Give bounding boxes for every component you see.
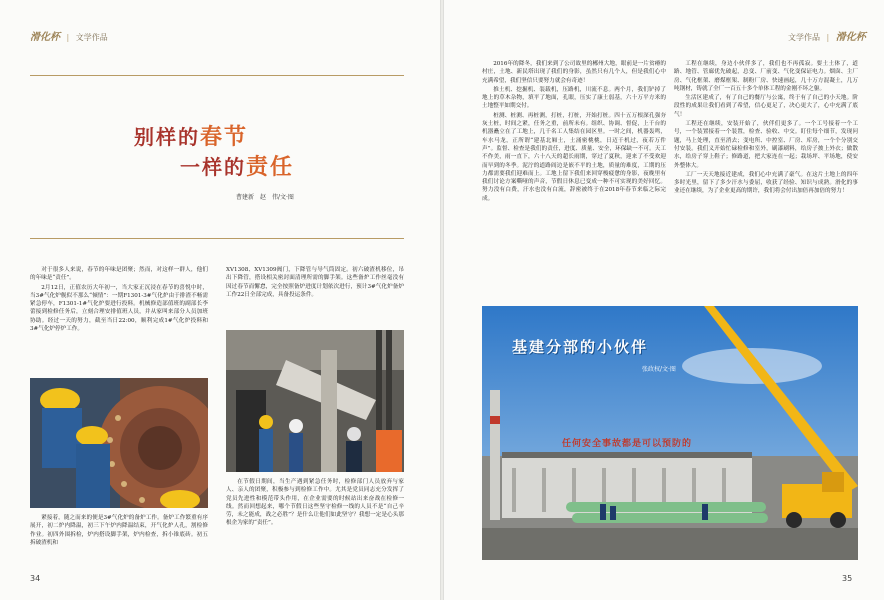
photo-title: 基建分部的小伙伴	[512, 338, 649, 356]
paragraph: 紧接着，随之而来的便是3#气化炉的备炉工作。备炉工作繁重有序展开，初二炉内降温，初三下午炉内降温结束，开气化炉人孔，割检修作业。初四外围拆检，炉内搭设脚手架，炉内检查，拆小锥底砖。初五拆破渣机和	[30, 515, 208, 546]
paragraph: 2016年的降冬，我们来到了公司故里的郴州大地，眼前是一片贫瘠的村庄，土地、新民塔出现了我们的身影，虽然只有几个人，但是我们心中充满希望，我们坚信只要努力就会有奇迹！	[482, 61, 666, 84]
paragraph: 桩测、桩测、再桩测，打桩，打桩，开始打桩。四十五万根深孔强夯灰土桩，时间之紧，任务之重，前所未有。组织、协调、督促，上千台的机器矗立在了工地上，几千名工人集结在园区里。一时之间，机器轰鸣，车水马龙，正所谓“建基北厢土，土涌密桃桃，日迈千机过，夜若万件声”。监督、检查是我们的责任，进度、质量、安全，环保缺一不可。天工不作美，雨一直下，六十八天的超长雨期，穿过了夏秋，迎来了不受欢迎而早到的冬季。泥泞的道路阎边是嵌不平的土地，质量的难度，工期的压力都需要我们迎难而上。工地上留下我们来回穿梭疲惫的身影，夜晚里有我们讨论方案嘶哑的声音，节假日休息已变成一种不可实现的美好回忆。努力没有白费，汗水也没有白流，辞密被终于在2018年春节来临之际完成。	[482, 112, 666, 202]
page-number-left: 34	[30, 574, 41, 583]
paragraph: 2月12日，正值农历大年初一，当大家正沉浸在春节的喜悦中时，当3#气化炉舰似不那么“倾情”：一期F1301-3#气化炉由于排渣不畅需紧急停车，F1301-1#气化炉要进行投料。机械修造部值班的副部长李蕾接到检修任务后，立刻合理安排值班人员，并从家叫来部分人员加班协助。经过一天的努力，截至当日22:00，顺利完成1#气化炉投料和3#气化炉停炉工作。	[30, 284, 208, 333]
paragraph: 生活区建成了，有了自己的餐厅与公寓，终于有了自己的小天地。阶段性的成果让我们看到了希望，信心更足了，决心更大了，心中充满了底气！	[674, 95, 858, 118]
article-byline: 曹建新 赵 伟/文·图	[236, 194, 294, 201]
article1-col1-text	[30, 266, 208, 376]
article-col3-text	[482, 60, 666, 298]
right-section-label: 文学作品	[788, 33, 820, 42]
page-gutter	[440, 0, 444, 600]
left-section-label: 文学作品	[75, 33, 108, 42]
article-title-line1: 别样的春节	[134, 125, 249, 150]
safety-billboard-text: 任何安全事故都是可以预防的	[562, 439, 693, 449]
paragraph: 工程还在继续，安装开始了，伙伴们更多了。一个工号接着一个工号，一个装置接着一个装置，检查、验收、中交。盯住每个细节，发现问题，马上处理，直至消去；变电所、中控室、厂房、库房，一个个分别交付安装。我们义开始忙碌检修和室外，刷漆刷料，给房子披上外衣；做散水，给房子穿上鞋子；修路道，把大家连在一起；栽场坪、平场地，使安外整体大。	[674, 121, 858, 169]
paragraph: 工程在继续，身边小伙伴多了，我们也不再孤寂。要土土体了，道路、地管、管廊优先破起，总变、厂前变、气化变保证电力。烟囱、主厂房、气化框架、磨煤框架、制粉厂房、快速画起，几十万方混凝土，几万吨钢材，铸就了全厂一百五十多个单体工程的金刚不坏之躯。	[674, 61, 858, 92]
title-bottom-rule	[30, 238, 404, 239]
article-col4-text	[674, 60, 858, 298]
paragraph: XV1308、XV1309阀门，下降管与导气筒固定。初六破渣机移位，吊出下降管，搭设相关密封面清理所需的脚手架。这些备炉工作丝毫没有因过春节而懈怠，完全按照备炉进度计划依次进行，预计3#气化炉备炉工作22日全部完成，具备投运条件。	[226, 267, 404, 298]
paragraph: 工厂一天天地接近建成，我们心中充满了豪气。在这片土地上的四年多时光里，留下了多少汗水与委屈，收获了经验、知识与成熟。滑化的事业还在继续，为了企业更高的期许，我们将会付出加倍再加倍的努力！	[674, 171, 858, 195]
article-title-line2: 一样的责任	[180, 155, 295, 180]
photo-construction-team	[482, 306, 858, 560]
article1-col2-bottom-text	[226, 478, 404, 570]
photo-plant-interior-image	[226, 330, 404, 472]
left-header: 滑化杯 | 文学作品	[30, 32, 108, 43]
page-number-right: 35	[842, 574, 853, 583]
right-header: 文学作品 | 滑化杯	[788, 32, 866, 43]
left-logo: 滑化杯	[30, 32, 60, 43]
article1-col2-top-text	[226, 266, 404, 328]
photo-byline: 张政权/文·图	[642, 366, 676, 373]
paragraph: 推土机、挖掘机、装载机，压路机，川流不息。两个月，我们铲掉了地上的草木杂物，填平了地面，孔眼，压实了康土弱基，六十万平方米的土地整平如期交付。	[482, 86, 666, 110]
article1-col1-bottom-text	[30, 514, 208, 574]
photo-workers-flange-image	[30, 378, 208, 508]
title-top-rule	[30, 75, 404, 76]
paragraph: 对于很多人来说，春节的年味是团聚；然而，对这样一群人，他们的年味是“责任”。	[30, 267, 208, 282]
paragraph: 在节假日期间，当生产遇到紧急任务时，检修部门人员放弃与家人、亲人的团聚，积极参与到检修工作中。尤其是党员同志充分发挥了党员先进性和模范带头作用，在企业需要的时候站出来奋战在检修一线。然而回想起来，哪个节假日这些坚守检修一线的人员不是“自己辛劳，未之能成，战之必胜”？是什么让他们如此坚守？我想一定是心头那根企为家的“责任”。	[226, 479, 404, 527]
right-logo: 滑化杯	[835, 32, 866, 43]
photo-plant-interior	[226, 330, 404, 472]
photo-workers-flange	[30, 378, 208, 508]
